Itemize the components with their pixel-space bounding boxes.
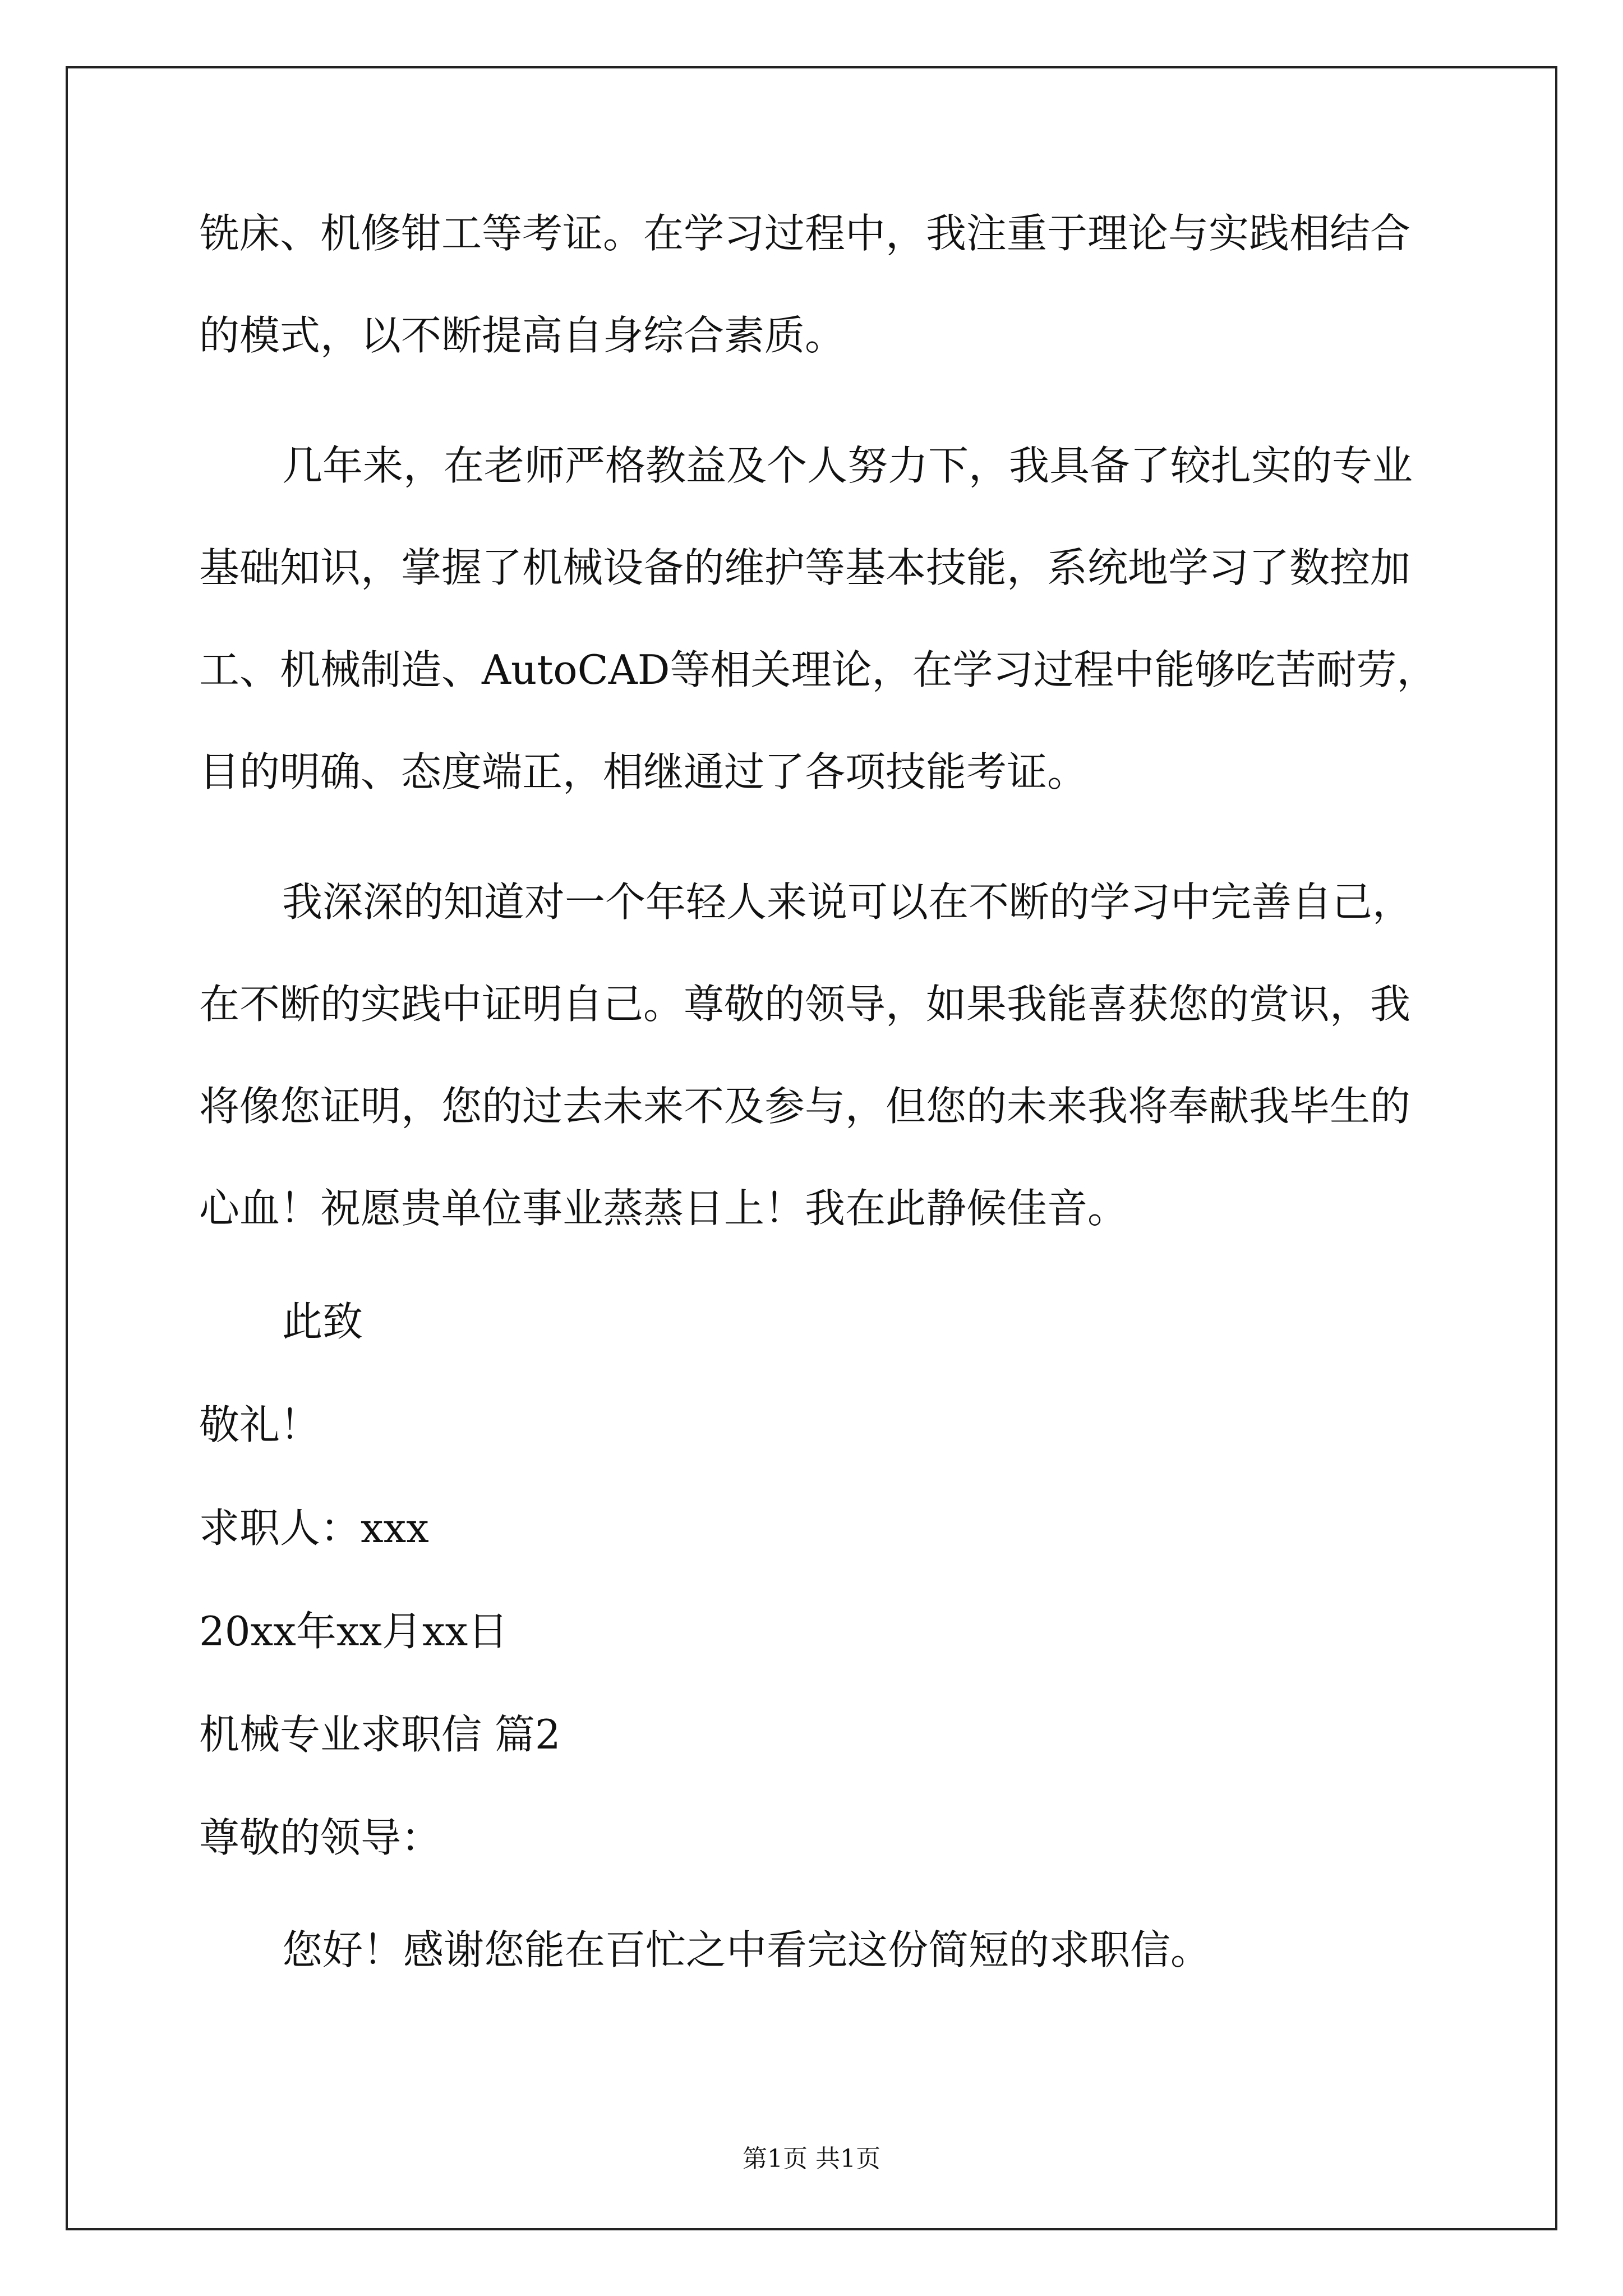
body-line-9: 将像您证明，您的过去未来不及参与，但您的未来我将奉献我毕生的 [199, 1083, 1411, 1130]
body-line-opening: 您好！感谢您能在百忙之中看完这份简短的求职信。 [282, 1926, 1211, 1973]
closing-regards: 敬礼！ [199, 1401, 321, 1448]
body-line-10: 心血！祝愿贵单位事业蒸蒸日上！我在此静候佳音。 [199, 1185, 1128, 1232]
page-border [66, 66, 1557, 2230]
letter-date: 20xx年xx月xx日 [199, 1608, 509, 1655]
greeting: 尊敬的领导： [199, 1814, 442, 1861]
body-line-8: 在不断的实践中证明自己。尊敬的领导，如果我能喜获您的赏识，我 [199, 981, 1411, 1028]
closing-salutation: 此致 [282, 1298, 363, 1345]
body-line-3: 几年来，在老师严格教益及个人努力下，我具备了较扎实的专业 [282, 442, 1413, 489]
body-line-1: 铣床、机修钳工等考证。在学习过程中，我注重于理论与实践相结合 [199, 210, 1411, 257]
body-line-5: 工、机械制造、AutoCAD等相关理论，在学习过程中能够吃苦耐劳， [199, 646, 1437, 693]
applicant-signature: 求职人：xxx [199, 1504, 429, 1552]
body-line-7: 我深深的知道对一个年轻人来说可以在不断的学习中完善自己， [282, 878, 1413, 926]
page-footer: 第1页 共1页 [743, 2145, 880, 2173]
body-line-4: 基础知识，掌握了机械设备的维护等基本技能，系统地学习了数控加 [199, 544, 1411, 591]
body-line-6: 目的明确、态度端正，相继通过了各项技能考证。 [199, 748, 1088, 795]
section-heading: 机械专业求职信 篇2 [199, 1711, 561, 1758]
body-line-2: 的模式，以不断提高自身综合素质。 [199, 312, 846, 359]
